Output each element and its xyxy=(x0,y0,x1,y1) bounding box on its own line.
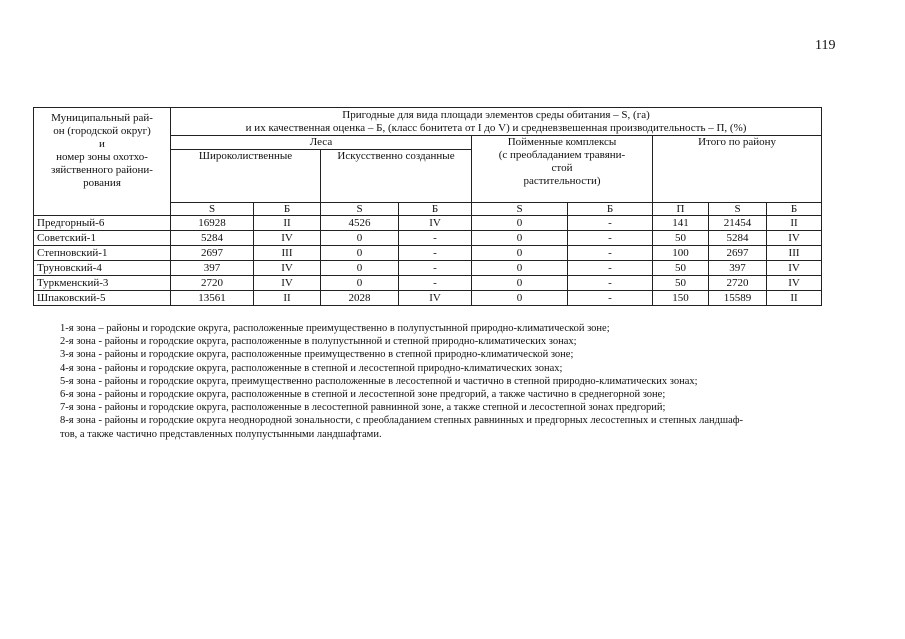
table-row xyxy=(34,261,822,276)
cell: IV xyxy=(399,291,472,306)
cell: - xyxy=(399,246,472,261)
cell: IV xyxy=(767,261,822,276)
cell: III xyxy=(254,246,321,261)
cell: 50 xyxy=(653,276,709,291)
note-line: 5-я зона - районы и городские округа, преимущественно расположенные в лесостепной и частично в степной природно-климатических зонах; xyxy=(60,375,698,387)
col-label: S xyxy=(321,203,399,216)
group-forests: Леса xyxy=(171,136,472,150)
cell: - xyxy=(568,291,653,306)
cell: 0 xyxy=(321,231,399,246)
cell: 5284 xyxy=(171,231,254,246)
cell: 50 xyxy=(653,231,709,246)
cell: - xyxy=(568,276,653,291)
col-label: Б xyxy=(254,203,321,216)
cell: 0 xyxy=(472,291,568,306)
cell: 21454 xyxy=(709,216,767,231)
district-name: Советский-1 xyxy=(34,231,171,246)
cell: 0 xyxy=(472,261,568,276)
note-line: тов, а также частично представленных полупустынными ландшафтами. xyxy=(60,428,382,440)
group-floodplain: Пойменные комплексы (с преобладанием травяни- стой растительности) xyxy=(472,136,653,203)
sub-broadleaf: Широколиственные xyxy=(171,150,321,203)
cell: 4526 xyxy=(321,216,399,231)
cell: II xyxy=(767,291,822,306)
page-number: 119 xyxy=(815,38,836,53)
cell: 2697 xyxy=(171,246,254,261)
district-name: Труновский-4 xyxy=(34,261,171,276)
sub-planted: Искусственно созданные xyxy=(321,150,472,203)
district-name: Предгорный-6 xyxy=(34,216,171,231)
cell: 0 xyxy=(472,276,568,291)
note-line: 8-я зона - районы и городские округа неоднородной зональности, с преобладанием степных равнинных и предгорных лесостепных и степных ландшаф- xyxy=(60,415,744,427)
cell: IV xyxy=(254,231,321,246)
habitat-table xyxy=(33,107,822,306)
header-district: Муниципальный рай- он (городской округ) и номер зоны охотхо- зяйственного райони- рования xyxy=(34,108,171,216)
cell: 100 xyxy=(653,246,709,261)
col-label: S xyxy=(472,203,568,216)
col-label: Б xyxy=(399,203,472,216)
cell: 2697 xyxy=(709,246,767,261)
cell: 397 xyxy=(171,261,254,276)
cell: - xyxy=(568,261,653,276)
cell: 2028 xyxy=(321,291,399,306)
cell: 0 xyxy=(472,246,568,261)
cell: IV xyxy=(254,276,321,291)
zone-notes xyxy=(60,322,840,441)
district-name: Туркменский-3 xyxy=(34,276,171,291)
cell: 15589 xyxy=(709,291,767,306)
note-line: 3-я зона - районы и городские округа, расположенные преимущественно в степной природно-климатической зоне; xyxy=(60,349,574,361)
cell: 2720 xyxy=(171,276,254,291)
col-label: S xyxy=(709,203,767,216)
cell: 397 xyxy=(709,261,767,276)
cell: - xyxy=(568,246,653,261)
cell: 13561 xyxy=(171,291,254,306)
cell: 0 xyxy=(321,261,399,276)
cell: IV xyxy=(767,231,822,246)
district-name: Шпаковский-5 xyxy=(34,291,171,306)
table-row xyxy=(34,276,822,291)
col-label: S xyxy=(171,203,254,216)
group-total: Итого по району xyxy=(653,136,822,203)
col-label: Б xyxy=(767,203,822,216)
cell: 0 xyxy=(472,231,568,246)
cell: 0 xyxy=(321,276,399,291)
table-row xyxy=(34,246,822,261)
cell: 0 xyxy=(472,216,568,231)
cell: 5284 xyxy=(709,231,767,246)
header-main: Пригодные для вида площади элементов среды обитания – S, (га) и их качественная оценка – Б, (класс бонитета от I до V) и средневзвешенная производительность – П, (%) xyxy=(171,108,822,136)
cell: - xyxy=(568,216,653,231)
cell: 16928 xyxy=(171,216,254,231)
cell: IV xyxy=(767,276,822,291)
note-line: 1-я зона – районы и городские округа, расположенные преимущественно в полупустынной природно-климатической зоне; xyxy=(60,323,610,334)
cell: - xyxy=(399,261,472,276)
cell: II xyxy=(254,291,321,306)
cell: - xyxy=(399,276,472,291)
note-line: 2-я зона - районы и городские округа, расположенные в полупустынной и степной природно-климатических зонах; xyxy=(60,336,577,348)
cell: 141 xyxy=(653,216,709,231)
cell: II xyxy=(254,216,321,231)
table-row xyxy=(34,216,822,231)
note-line: 7-я зона - районы и городские округа, расположенные в лесостепной равнинной зоне, а также степной и лесостепной зонах предгорий; xyxy=(60,402,666,414)
cell: II xyxy=(767,216,822,231)
cell: 2720 xyxy=(709,276,767,291)
note-line: 6-я зона - районы и городские округа, расположенные в степной и лесостепной зоне предгорий, а также частично в среднегорной зоне; xyxy=(60,389,666,401)
cell: III xyxy=(767,246,822,261)
cell: IV xyxy=(399,216,472,231)
table-row xyxy=(34,291,822,306)
cell: - xyxy=(399,231,472,246)
cell: 50 xyxy=(653,261,709,276)
table-row xyxy=(34,231,822,246)
cell: IV xyxy=(254,261,321,276)
col-label: П xyxy=(653,203,709,216)
cell: - xyxy=(568,231,653,246)
cell: 0 xyxy=(321,246,399,261)
district-name: Степновский-1 xyxy=(34,246,171,261)
col-label: Б xyxy=(568,203,653,216)
note-line: 4-я зона - районы и городские округа, расположенные в степной и лесостепной природно-климатических зонах; xyxy=(60,362,563,374)
cell: 150 xyxy=(653,291,709,306)
